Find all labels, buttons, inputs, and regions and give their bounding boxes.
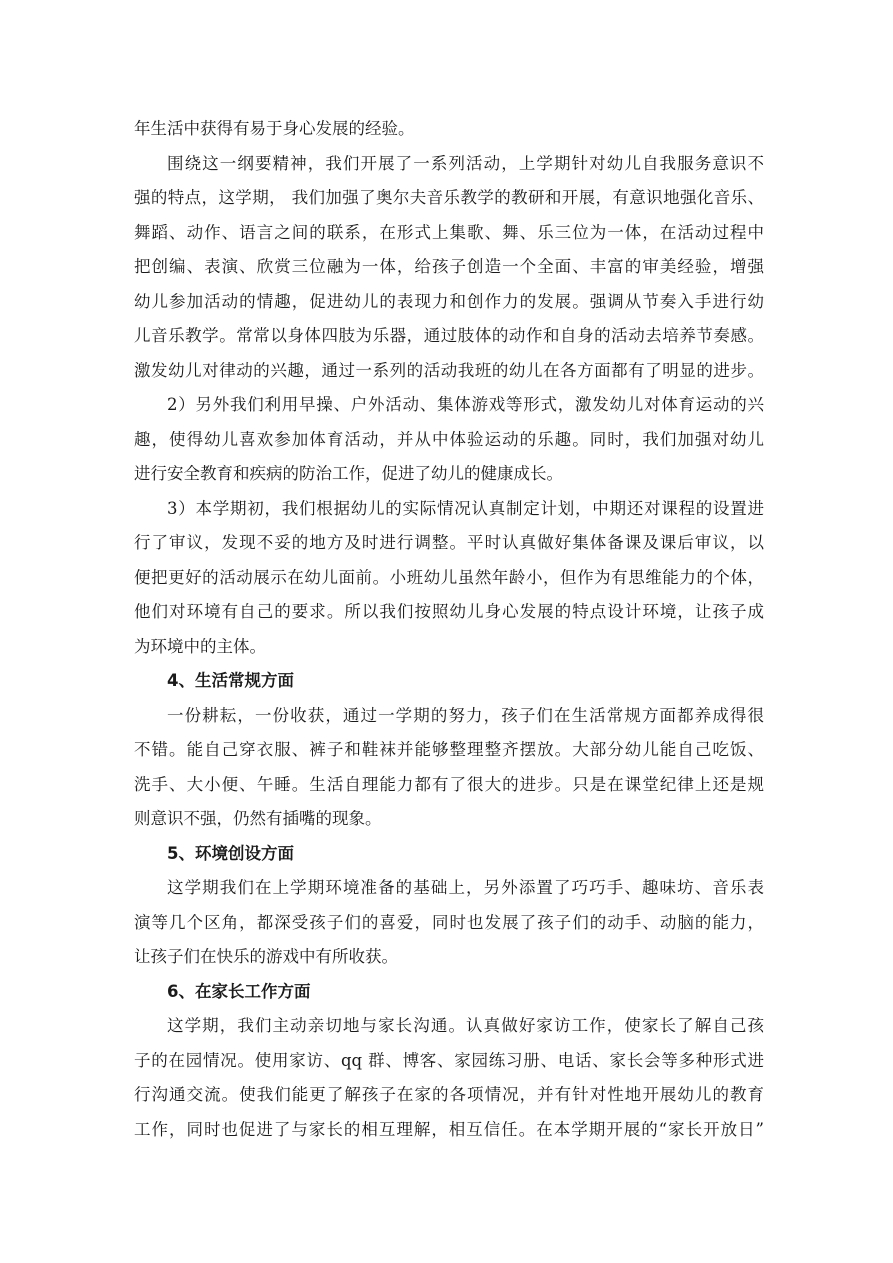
text-line: 年生活中获得有易于身心发展的经验。 (134, 119, 415, 138)
document-body (134, 112, 764, 1147)
text-line: 激发幼儿对律动的兴趣，通过一系列的活动我班的幼儿在各方面都有了明显的进步。 (134, 360, 764, 380)
text-line: 子的在园情况。使用家访、qq 群、博客、家园练习册、电话、家长会等多种形式进 (134, 1050, 764, 1070)
text-line: 演等几个区角，都深受孩子们的喜爱，同时也发展了孩子们的动手、动脑的能力， (134, 912, 764, 932)
text-line: 3）本学期初，我们根据幼儿的实际情况认真制定计划，中期还对课程的设置进 (167, 498, 764, 518)
text-line: 幼儿参加活动的情趣，促进幼儿的表现力和创作力的发展。强调从节奏入手进行幼 (134, 291, 764, 311)
text-line: 舞蹈、动作、语言之间的联系，在形式上集歌、舞、乐三位为一体，在活动过程中 (134, 222, 764, 242)
text-line: 儿音乐教学。常常以身体四肢为乐器，通过肢体的动作和自身的活动去培养节奏感。 (134, 326, 764, 345)
text-line: 他们对环境有自己的要求。所以我们按照幼儿身心发展的特点设计环境，让孩子成 (134, 602, 764, 621)
section-heading: 5、环境创设方面 (167, 843, 294, 863)
text-line: 便把更好的活动展示在幼儿面前。小班幼儿虽然年龄小，但作为有思维能力的个体， (134, 567, 764, 587)
section-heading: 4、生活常规方面 (167, 671, 294, 690)
text-line: 让孩子们在快乐的游戏中有所收获。 (134, 947, 398, 966)
text-line: 强的特点，这学期， 我们加强了奥尔夫音乐教学的教研和开展，有意识地强化音乐、 (134, 188, 764, 207)
text-line: 进行安全教育和疾病的防治工作，促进了幼儿的健康成长。 (134, 464, 563, 483)
text-line: 趣，使得幼儿喜欢参加体育活动，并从中体验运动的乐趣。同时，我们加强对幼儿 (134, 429, 764, 449)
text-line: 2）另外我们利用早操、户外活动、集体游戏等形式，激发幼儿对体育运动的兴 (167, 395, 764, 414)
text-line: 行了审议，发现不妥的地方及时进行调整。平时认真做好集体备课及课后审议，以 (134, 533, 764, 552)
text-line: 不错。能自己穿衣服、裤子和鞋袜并能够整理整齐摆放。大部分幼儿能自己吃饭、 (134, 740, 764, 759)
text-line: 这学期，我们主动亲切地与家长沟通。认真做好家访工作，使家长了解自己孩 (167, 1016, 764, 1035)
text-line: 行沟通交流。使我们能更了解孩子在家的各项情况，并有针对性地开展幼儿的教育 (134, 1085, 764, 1104)
text-line: 为环境中的主体。 (134, 636, 266, 656)
section-heading: 6、在家长工作方面 (167, 981, 311, 1001)
text-line: 围绕这一纲要精神，我们开展了一系列活动，上学期针对幼儿自我服务意识不 (167, 153, 764, 173)
text-line: 把创编、表演、欣赏三位融为一体，给孩子创造一个全面、丰富的审美经验，增强 (134, 257, 764, 276)
text-line: 工作，同时也促进了与家长的相互理解，相互信任。在本学期开展的“家长开放日” (134, 1119, 764, 1139)
text-line: 这学期我们在上学期环境准备的基础上，另外添置了巧巧手、趣味坊、音乐表 (167, 878, 764, 897)
text-line: 洗手、大小便、午睡。生活自理能力都有了很大的进步。只是在课堂纪律上还是规 (134, 774, 764, 794)
text-line: 则意识不强，仍然有插嘴的现象。 (134, 809, 382, 828)
text-line: 一份耕耘，一份收获，通过一学期的努力，孩子们在生活常规方面都养成得很 (167, 705, 764, 725)
